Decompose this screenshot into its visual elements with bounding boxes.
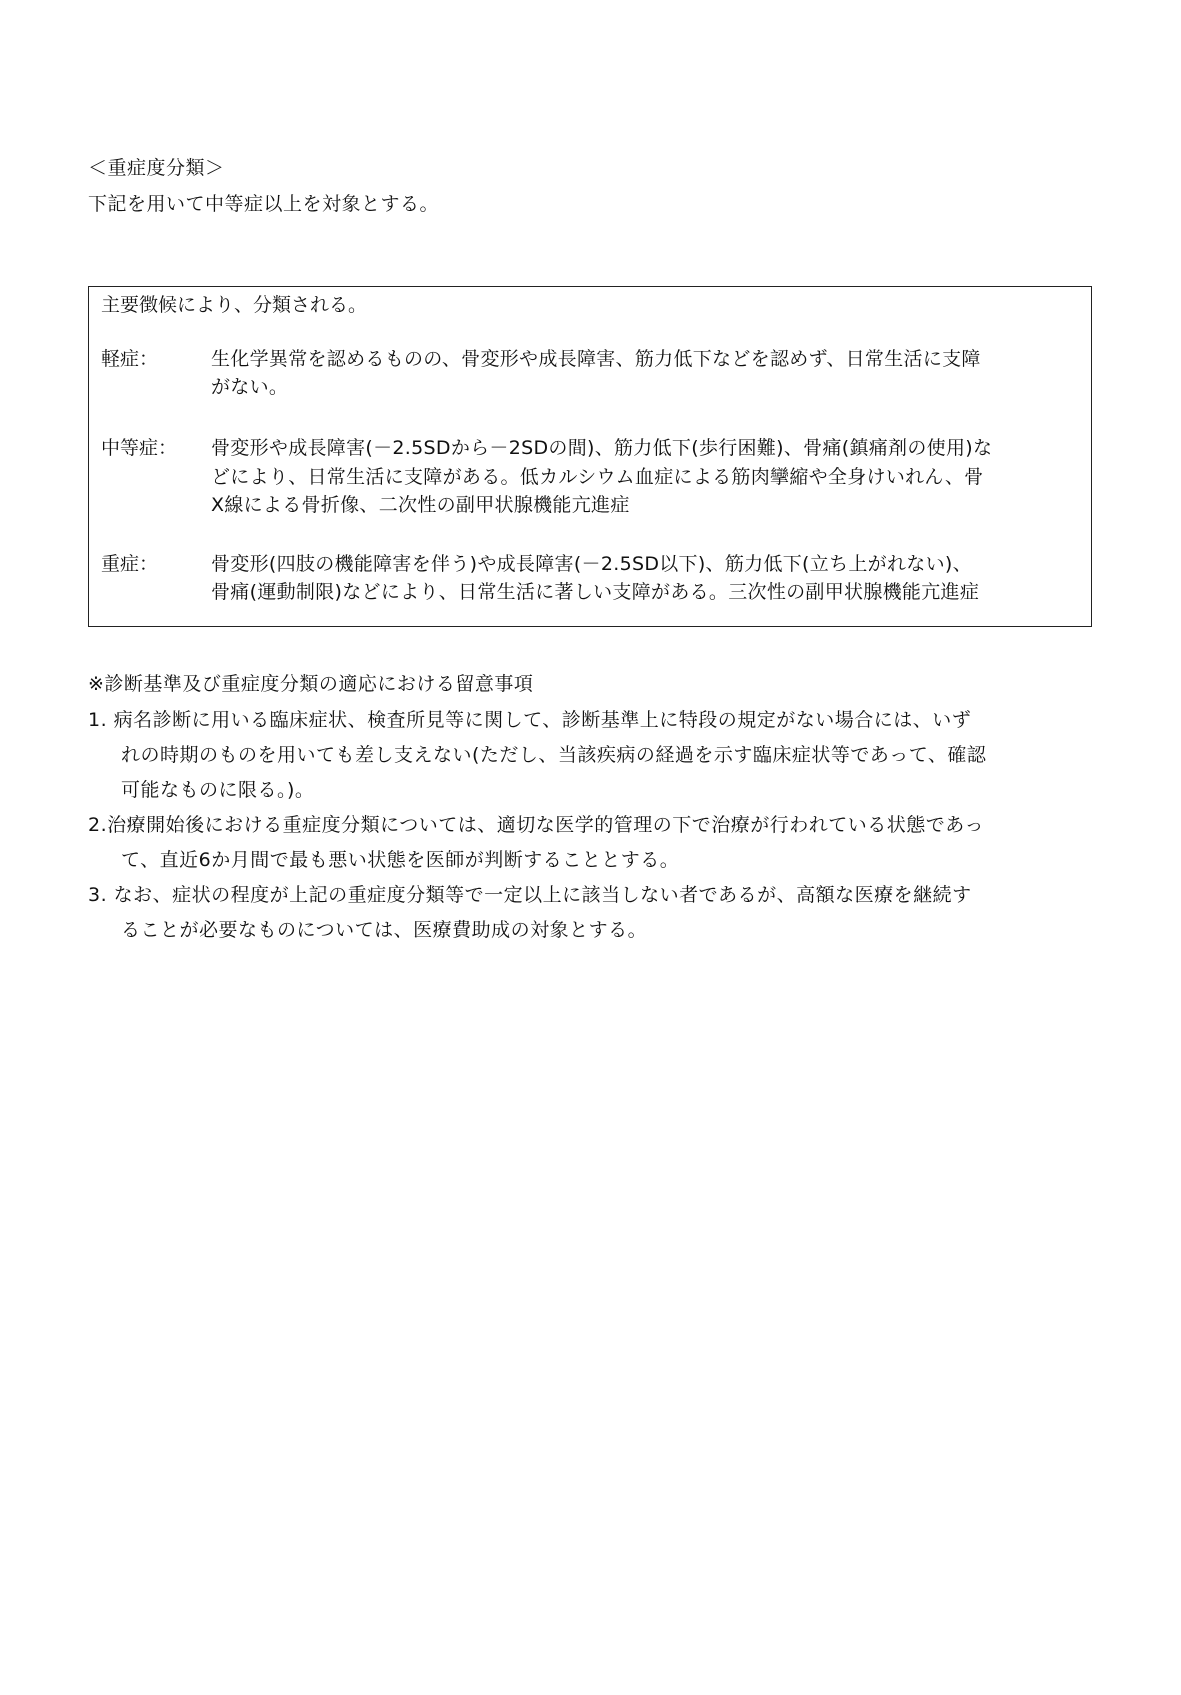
level-mild-text: がない。 [211,376,289,398]
level-moderate-label: 中等症： [101,437,178,459]
note-item-1: れの時期のものを用いても差し支えない(ただし、当該疾病の経過を示す臨床症状等であって、確認 [121,744,987,766]
level-mild-label: 軽症： [101,348,159,370]
level-severe-text: 骨変形(四肢の機能障害を伴う)や成長障害(－2.5SD以下)、筋力低下(立ち上がれない)、 [211,553,972,575]
intro-text: 下記を用いて中等症以上を対象とする。 [88,193,440,215]
note-item-2: 2.治療開始後における重症度分類については、適切な医学的管理の下で治療が行われている状態であっ [88,814,985,836]
notes-title: ※診断基準及び重症度分類の適応における留意事項 [88,673,534,695]
note-item-3: ることが必要なものについては、医療費助成の対象とする。 [121,919,648,941]
level-moderate-text: 骨変形や成長障害(－2.5SDから－2SDの間)、筋力低下(歩行困難)、骨痛(鎮痛剤の使用)な [211,437,993,459]
note-item-1: 可能なものに限る。)。 [121,779,315,801]
section-heading: ＜重症度分類＞ [88,157,225,179]
level-moderate-text: X線による骨折像、二次性の副甲状腺機能亢進症 [211,494,630,516]
level-mild-text: 生化学異常を認めるものの、骨変形や成長障害、筋力低下などを認めず、日常生活に支障 [211,348,981,370]
severity-classification-box [88,286,1092,627]
note-item-1: 1. 病名診断に用いる臨床症状、検査所見等に関して、診断基準上に特段の規定がない場合には、いず [88,709,972,731]
level-severe-text: 骨痛(運動制限)などにより、日常生活に著しい支障がある。三次性の副甲状腺機能亢進症 [211,581,980,603]
level-severe-label: 重症： [101,553,159,575]
box-lead: 主要徴候により、分類される。 [101,294,368,316]
note-item-2: て、直近6か月間で最も悪い状態を医師が判断することとする。 [121,849,680,871]
level-moderate-text: どにより、日常生活に支障がある。低カルシウム血症による筋肉攣縮や全身けいれん、骨 [211,466,984,488]
note-item-3: 3. なお、症状の程度が上記の重症度分類等で一定以上に該当しない者であるが、高額な医療を継続す [88,884,972,906]
